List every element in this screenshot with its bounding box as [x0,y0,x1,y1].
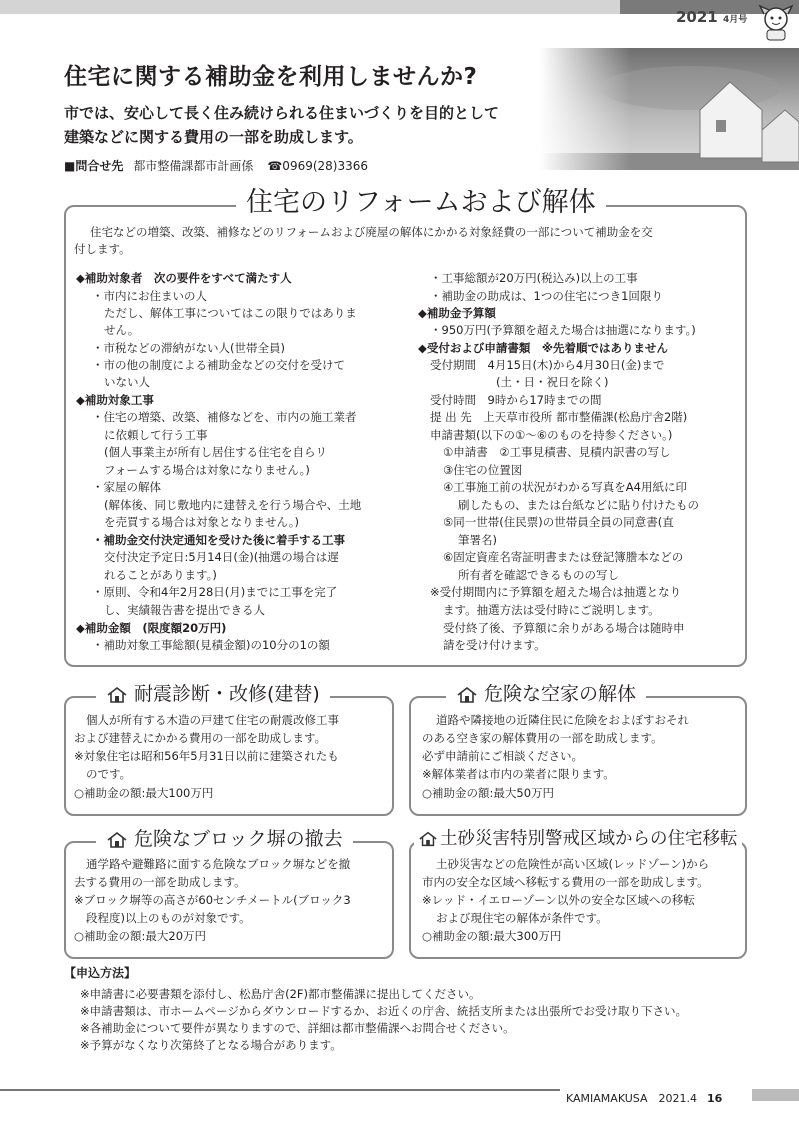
house-icon [418,830,438,848]
apply-line: ※各補助金について要件が異なりますので、詳細は都市整備課へお問合せください。 [80,1021,515,1035]
landslide-title: 土砂災害特別警戒区域からの住宅移転 [414,825,742,853]
footer-block [752,1089,799,1101]
reform-left-line: ・補助対象工事総額(見積金額)の10分の1の額 [92,638,330,652]
contact-info: ■問合せ先 都市整備課都市計画係 ☎0969(28)3366 [64,159,369,173]
page-number: 16 [707,1092,723,1105]
reform-left-line: せん。 [104,323,140,337]
reform-title: 住宅のリフォームおよび解体 [236,184,606,222]
vacant-line: 必ず申請前にご相談ください。 [422,749,583,763]
reform-left-line: ◆補助対象工事 [76,393,154,407]
page-title: 住宅に関する補助金を利用しませんか? [64,64,478,90]
seismic-title: 耐震診断・改修(建替) [96,680,330,708]
footer-rule [0,1089,560,1091]
house-icon [106,686,128,704]
issue-label: 2021 4月号 [676,8,748,26]
reform-left-line: ・市税などの滞納がない人(世帯全員) [92,341,285,355]
reform-left-line: ・市内にお住まいの人 [92,289,207,303]
reform-right-line: 筆署名) [458,533,497,547]
vacant-title: 危険な空家の解体 [446,680,646,708]
landslide-line: ※レッド・イエローゾーン以外の安全な区域への移転 [422,893,695,907]
lead-line-2: 建築などに関する費用の一部を助成します。 [64,128,363,146]
landslide-line: 市内の安全な区域へ移転する費用の一部を助成します。 [422,875,709,889]
block-line: 段程度)以上のものが対象です。 [86,911,251,925]
landslide-line: 土砂災害などの危険性が高い区域(レッドゾーン)から [436,857,710,871]
vacant-line: ※解体業者は市内の業者に限ります。 [422,767,615,781]
seismic-line: ○補助金の額:最大100万円 [74,786,214,800]
seismic-line: ※対象住宅は昭和56年5月31日以前に建築されたも [74,749,339,763]
reform-left-line: ・住宅の増築、改築、補修などを、市内の施工業者 [92,410,357,424]
reform-right-line: ①申請書 ②工事見積書、見積内訳書の写し [443,445,671,459]
reform-intro-2: 付します。 [74,242,131,256]
reform-left-line: ・補助金交付決定通知を受けた後に着手する工事 [92,533,345,547]
apply-line: ※申請書に必要書類を添付し、松島庁舎(2F)都市整備課に提出してください。 [80,987,481,1001]
reform-right-line: (土・日・祝日を除く) [496,375,609,389]
apply-line: ※予算がなくなり次第終了となる場合があります。 [80,1038,342,1052]
apply-title: 【申込方法】 [64,966,137,980]
reform-right-line: ・工事総額が20万円(税込み)以上の工事 [430,271,638,285]
landslide-line: ○補助金の額:最大300万円 [422,929,562,943]
house-icon [456,686,478,704]
reform-right-line: ます。抽選方法は受付時にご説明します。 [443,603,660,617]
reform-right-line: 所有者を確認できるものの写し [458,568,619,582]
lead-line-1: 市では、安心して長く住み続けられる住まいづくりを目的として [64,104,500,122]
block-line: 通学路や避難路に面する危険なブロック塀などを撤 [86,857,351,871]
block-line: 去する費用の一部を助成します。 [74,875,246,889]
mascot-icon [758,4,794,42]
reform-right-line: ⑥固定資産名寄証明書または登記簿謄本などの [443,550,684,564]
apply-line: ※申請書類は、市ホームページからダウンロードするか、お近くの庁舎、統括支所または出張所でお受け取り下さい。 [80,1004,688,1018]
reform-left-line: ・家屋の解体 [92,480,161,494]
reform-right-line: ◆受付および申請書類 ※先着順ではありません [418,341,669,355]
reform-left-line: ・市の他の制度による補助金などの交付を受けて [92,358,345,372]
seismic-line: のです。 [86,767,132,781]
block-line: ○補助金の額:最大20万円 [74,929,207,943]
reform-left-line: フォームする場合は対象になりません。) [104,463,310,477]
reform-left-line: を売買する場合は対象となりません。) [104,515,299,529]
reform-left-line: れることがあります。) [104,568,217,582]
reform-left-line: に依頼して行う工事 [104,428,208,442]
houses-photo [540,48,799,170]
reform-left-line: し、実績報告書を提出できる人 [104,603,265,617]
reform-right-line: ※受付期間内に予算額を超えた場合は抽選となり [430,585,682,599]
landslide-line: および現住宅の解体が条件です。 [436,911,608,925]
vacant-line: のある空き家の解体費用の一部を助成します。 [422,731,663,745]
reform-right-line: ④工事施工前の状況がわかる写真をA4用紙に印 [443,480,687,494]
reform-left-line: (個人事業主が所有し居住する住宅を自らリ [104,445,327,459]
reform-right-line: 提 出 先 上天草市役所 都市整備課(松島庁舎2階) [430,410,688,424]
reform-right-line: 請を受け付けます。 [443,638,546,652]
reform-right-line: 刷したもの、または台紙などに貼り付けたもの [458,498,700,512]
reform-right-line: ◆補助金予算額 [418,306,496,320]
reform-left-line: 交付決定予定日:5月14日(金)(抽選の場合は遅 [104,550,339,564]
reform-right-line: ③住宅の位置図 [443,463,523,477]
reform-right-line: 申請書類(以下の①〜⑥のものを持参ください。) [430,428,673,442]
seismic-line: および建替えにかかる費用の一部を助成します。 [74,731,327,745]
reform-intro-1: 住宅などの増築、改築、補修などのリフォームおよび廃屋の解体にかかる対象経費の一部について補助金を交 [90,225,653,239]
reform-left-line: ◆補助対象者 次の要件をすべて満たす人 [76,271,292,285]
seismic-line: 個人が所有する木造の戸建て住宅の耐震改修工事 [86,713,339,727]
reform-left-line: いない人 [104,375,150,389]
vacant-line: ○補助金の額:最大50万円 [422,786,555,800]
block-title: 危険なブロック塀の撤去 [96,825,353,853]
reform-left-line: ・原則、令和4年2月28日(月)までに工事を完了 [92,585,338,599]
reform-left-line: ◆補助金額 (限度額20万円) [76,621,227,635]
footer: KAMIAMAKUSA 2021.4 16 [566,1092,723,1105]
vacant-line: 道路や隣接地の近隣住民に危険をおよぼすおそれ [436,713,689,727]
reform-left-line: ただし、解体工事についてはこの限りではありま [104,306,357,320]
reform-right-line: 受付時間 9時から17時までの間 [430,393,602,407]
reform-right-line: ・950万円(予算額を超えた場合は抽選になります。) [430,323,696,337]
reform-right-line: ⑤同一世帯(住民票)の世帯員全員の同意書(直 [443,515,674,529]
block-line: ※ブロック塀等の高さが60センチメートル(ブロック3 [74,893,351,907]
reform-right-line: 受付期間 4月15日(木)から4月30日(金)まで [430,358,665,372]
reform-right-line: 受付終了後、予算額に余りがある場合は随時申 [443,621,685,635]
house-icon [106,831,128,849]
reform-left-line: (解体後、同じ敷地内に建替えを行う場合や、土地 [104,498,362,512]
reform-right-line: ・補助金の助成は、1つの住宅につき1回限り [430,289,663,303]
